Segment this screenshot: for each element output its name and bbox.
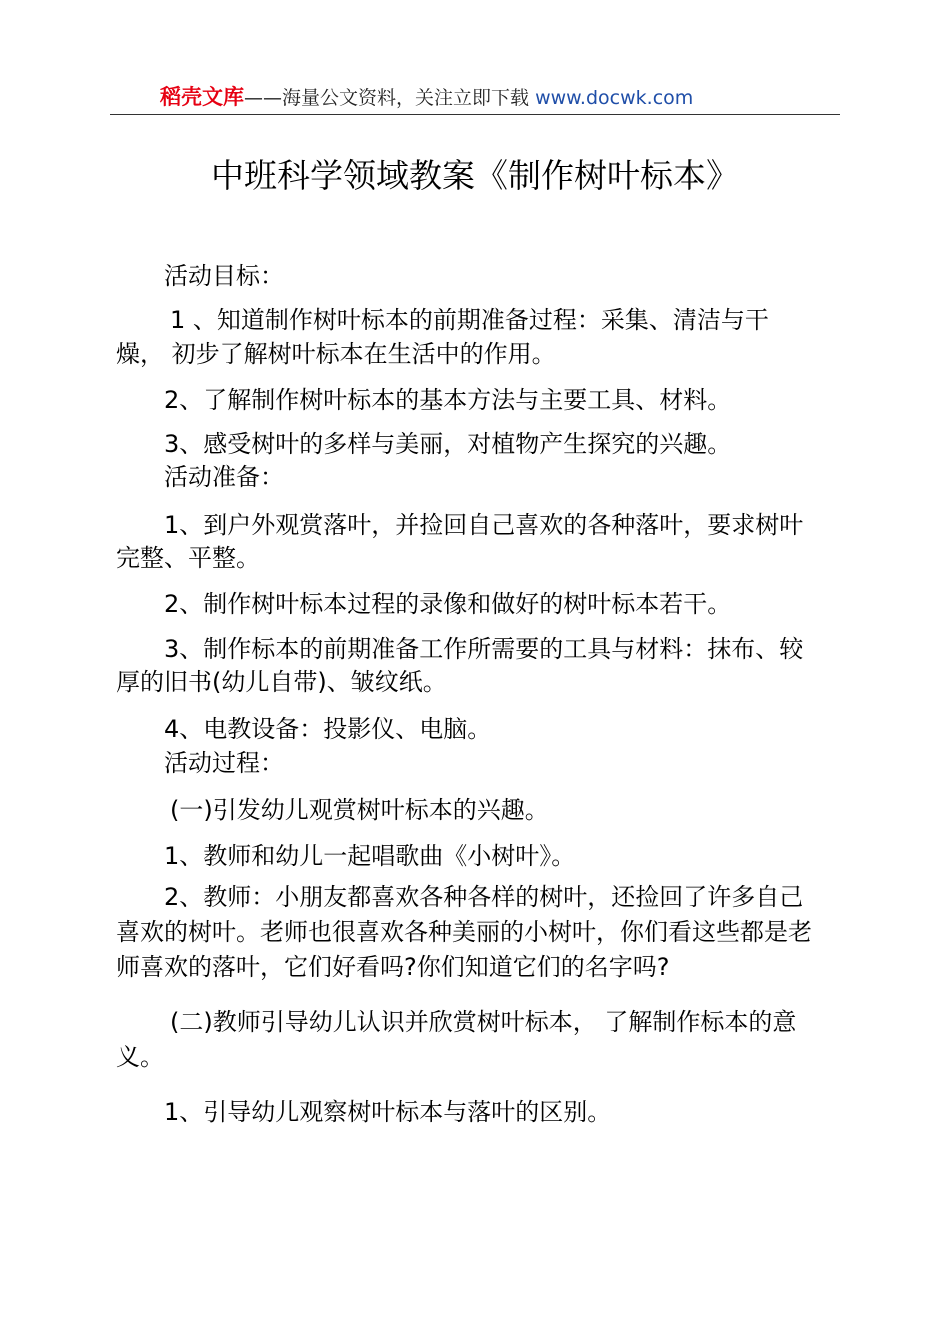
paragraph-line: 4、电教设备：投影仪、电脑。 bbox=[164, 715, 492, 743]
paragraph-line: 3、感受树叶的多样与美丽，对植物产生探究的兴趣。 bbox=[164, 430, 732, 458]
paragraph-line: 喜欢的树叶。老师也很喜欢各种美丽的小树叶，你们看这些都是老 bbox=[116, 918, 812, 946]
paragraph-line: 师喜欢的落叶，它们好看吗?你们知道它们的名字吗? bbox=[116, 953, 670, 981]
paragraph-line: 燥， 初步了解树叶标本在生活中的作用。 bbox=[116, 340, 556, 368]
paragraph-line: (二)教师引导幼儿认识并欣赏树叶标本， 了解制作标本的意 bbox=[170, 1008, 797, 1036]
section-heading-goals: 活动目标： bbox=[164, 262, 284, 290]
paragraph-line: 义。 bbox=[116, 1043, 164, 1071]
section-heading-process: 活动过程： bbox=[164, 749, 284, 777]
site-link[interactable]: www.docwk.com bbox=[535, 87, 694, 109]
paragraph-line: 2、了解制作树叶标本的基本方法与主要工具、材料。 bbox=[164, 386, 732, 414]
paragraph-line: 1 、知道制作树叶标本的前期准备过程：采集、清洁与干 bbox=[170, 306, 769, 334]
paragraph-line: (一)引发幼儿观赏树叶标本的兴趣。 bbox=[170, 796, 549, 824]
paragraph-line: 2、制作树叶标本过程的录像和做好的树叶标本若干。 bbox=[164, 590, 732, 618]
paragraph-line: 3、制作标本的前期准备工作所需要的工具与材料：抹布、较 bbox=[164, 635, 804, 663]
paragraph-line: 完整、平整。 bbox=[116, 544, 260, 572]
page-header bbox=[160, 84, 693, 111]
document-title: 中班科学领域教案《制作树叶标本》 bbox=[211, 156, 739, 195]
paragraph-line: 1、教师和幼儿一起唱歌曲《小树叶》。 bbox=[164, 842, 576, 870]
header-slogan: ——海量公文资料，关注立即下载 bbox=[244, 87, 530, 109]
paragraph-line: 2、教师：小朋友都喜欢各种各样的树叶，还捡回了许多自己 bbox=[164, 883, 804, 911]
header-divider bbox=[110, 114, 840, 115]
brand-name: 稻壳文库 bbox=[160, 85, 244, 109]
paragraph-line: 1、到户外观赏落叶，并捡回自己喜欢的各种落叶，要求树叶 bbox=[164, 511, 804, 539]
paragraph-line: 厚的旧书(幼儿自带)、皱纹纸。 bbox=[116, 668, 447, 696]
paragraph-line: 1、引导幼儿观察树叶标本与落叶的区别。 bbox=[164, 1098, 612, 1126]
section-heading-preparation: 活动准备： bbox=[164, 463, 284, 491]
